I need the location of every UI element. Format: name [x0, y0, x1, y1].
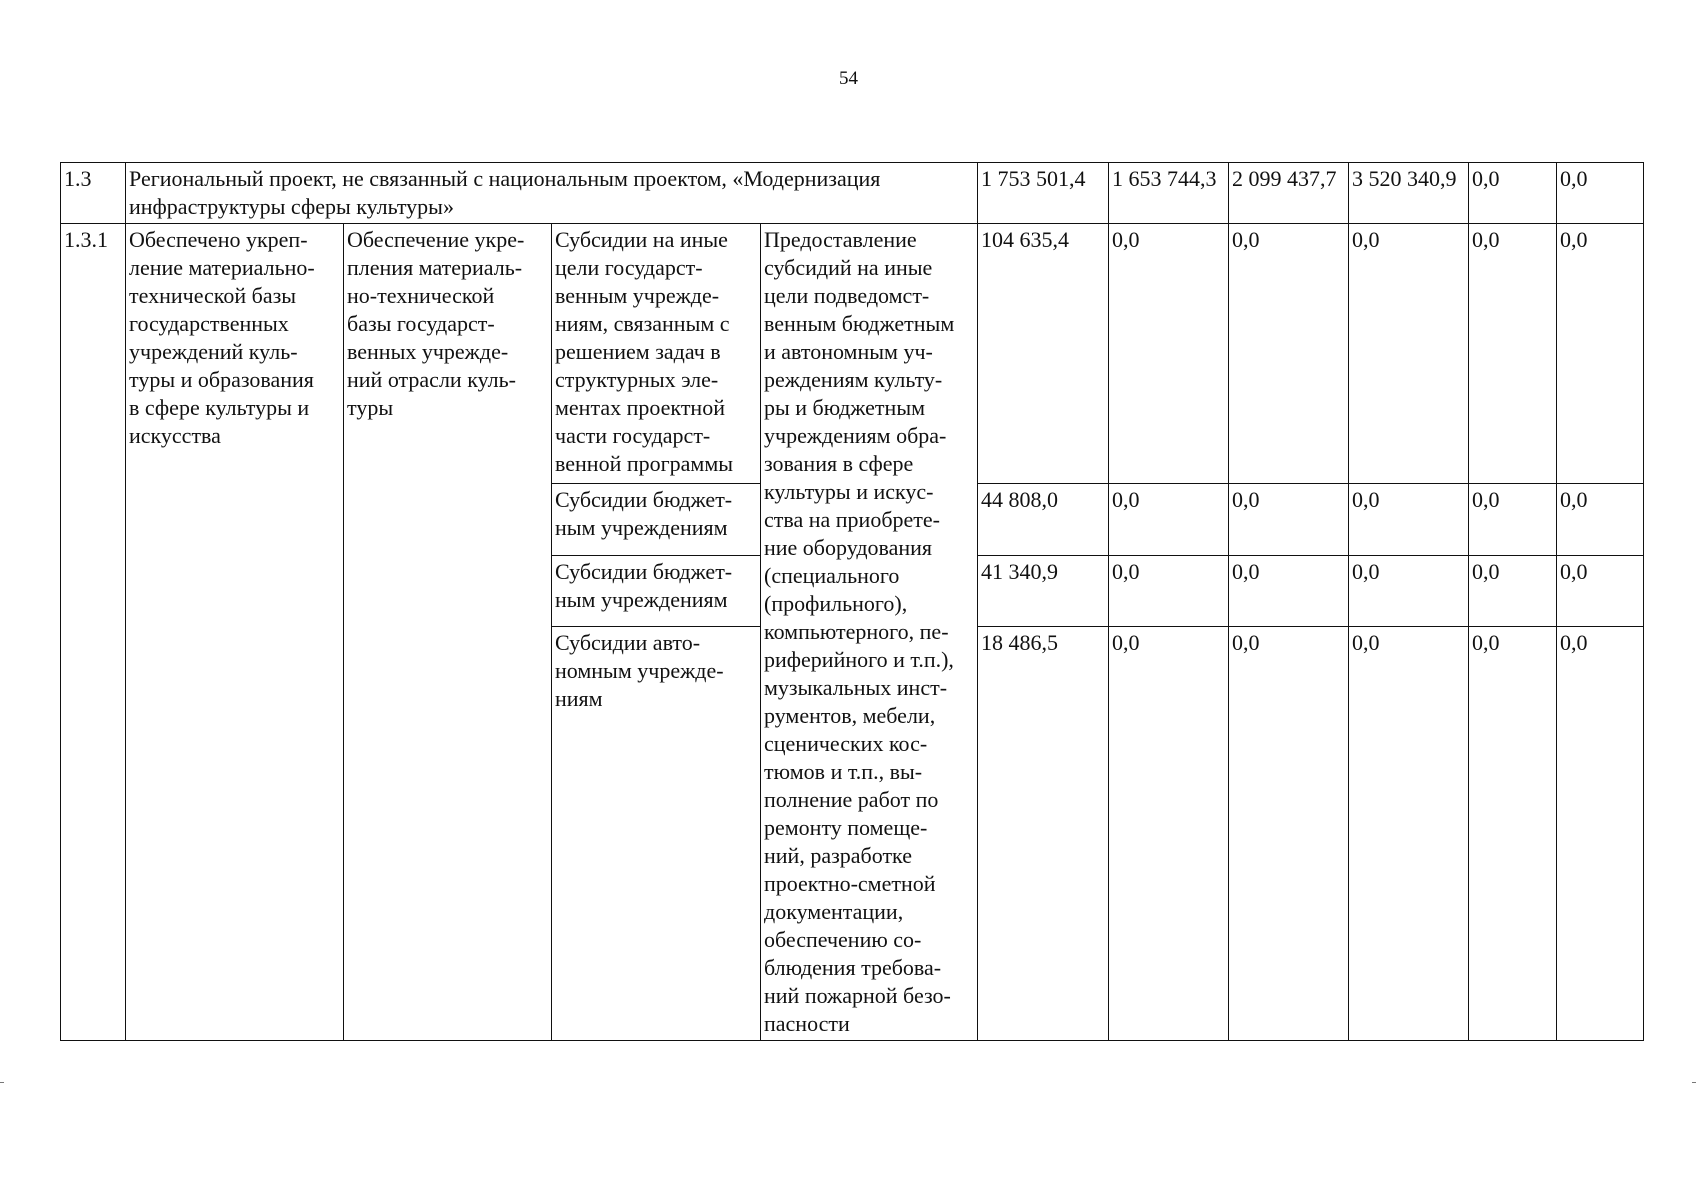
event-cell: Обеспечение укре- пления материаль- но-технической базы государст- венных учрежде- ний отрасли куль- туры — [344, 224, 552, 1041]
value-cell-year-1: 41 340,9 — [978, 555, 1109, 627]
scan-edge-mark-left — [0, 1082, 4, 1083]
value-cell-year-5: 0,0 — [1469, 555, 1557, 627]
value-cell-year-4: 0,0 — [1349, 483, 1469, 555]
value-cell-year-3: 2 099 437,7 — [1229, 163, 1349, 224]
row-number-cell: 1.3 — [61, 163, 126, 224]
value-cell-year-2: 0,0 — [1109, 224, 1229, 484]
result-cell: Обеспечено укреп- ление материально- технической базы государственных учреждений куль- туры и образования в сфере культуры и искусства — [126, 224, 344, 1041]
value-cell-year-4: 3 520 340,9 — [1349, 163, 1469, 224]
value-cell-year-4: 0,0 — [1349, 224, 1469, 484]
value-cell-year-6: 0,0 — [1557, 163, 1644, 224]
value-cell-year-3: 0,0 — [1229, 555, 1349, 627]
page-number: 54 — [839, 68, 858, 89]
value-cell-year-1: 18 486,5 — [978, 627, 1109, 1041]
value-cell-year-5: 0,0 — [1469, 627, 1557, 1041]
value-cell-year-2: 0,0 — [1109, 555, 1229, 627]
value-cell-year-3: 0,0 — [1229, 483, 1349, 555]
row-number-cell: 1.3.1 — [61, 224, 126, 1041]
value-cell-year-4: 0,0 — [1349, 627, 1469, 1041]
value-cell-year-6: 0,0 — [1557, 627, 1644, 1041]
description-cell: Предоставление субсидий на иные цели подведомст- венным бюджетным и автономным уч- реждениям культу- ры и бюджетным учреждениям обра- зования в сфере культуры и искус- ства на приобрете- ние оборудования (специального (профильного), компьютерного, пе- риферийного и т.п.), музыкальных инст- рументов, мебели, сценических кос- тюмов и т.п., вы- полнение работ по ремонту помеще- ний, разработке проектно-сметной документации, обеспечению со- блюдения требова- ний пожарной безо- пасности — [761, 224, 978, 1041]
value-cell-year-6: 0,0 — [1557, 555, 1644, 627]
value-cell-year-3: 0,0 — [1229, 224, 1349, 484]
value-cell-year-2: 0,0 — [1109, 627, 1229, 1041]
value-cell-year-1: 44 808,0 — [978, 483, 1109, 555]
project-title-cell: Региональный проект, не связанный с национальным проектом, «Модернизация инфраструктуры сферы культуры» — [126, 163, 978, 224]
value-cell-year-2: 1 653 744,3 — [1109, 163, 1229, 224]
value-cell-year-6: 0,0 — [1557, 483, 1644, 555]
scan-edge-mark-right — [1692, 1082, 1696, 1083]
subsidy-type-cell: Субсидии бюджет- ным учреждениям — [552, 555, 761, 627]
value-cell-year-3: 0,0 — [1229, 627, 1349, 1041]
subsidy-type-cell: Субсидии на иные цели государст- венным учрежде- ниям, связанным с решением задач в структурных эле- ментах проектной части государст- венной программы — [552, 224, 761, 484]
value-cell-year-2: 0,0 — [1109, 483, 1229, 555]
value-cell-year-1: 1 753 501,4 — [978, 163, 1109, 224]
value-cell-year-1: 104 635,4 — [978, 224, 1109, 484]
value-cell-year-5: 0,0 — [1469, 163, 1557, 224]
subsidy-type-cell: Субсидии бюджет- ным учреждениям — [552, 483, 761, 555]
budget-table — [60, 162, 1644, 1041]
value-cell-year-5: 0,0 — [1469, 224, 1557, 484]
value-cell-year-4: 0,0 — [1349, 555, 1469, 627]
table-row-1-3 — [61, 163, 1644, 224]
value-cell-year-5: 0,0 — [1469, 483, 1557, 555]
table-row-1-3-1-a — [61, 224, 1644, 484]
subsidy-type-cell: Субсидии авто- номным учрежде- ниям — [552, 627, 761, 1041]
value-cell-year-6: 0,0 — [1557, 224, 1644, 484]
